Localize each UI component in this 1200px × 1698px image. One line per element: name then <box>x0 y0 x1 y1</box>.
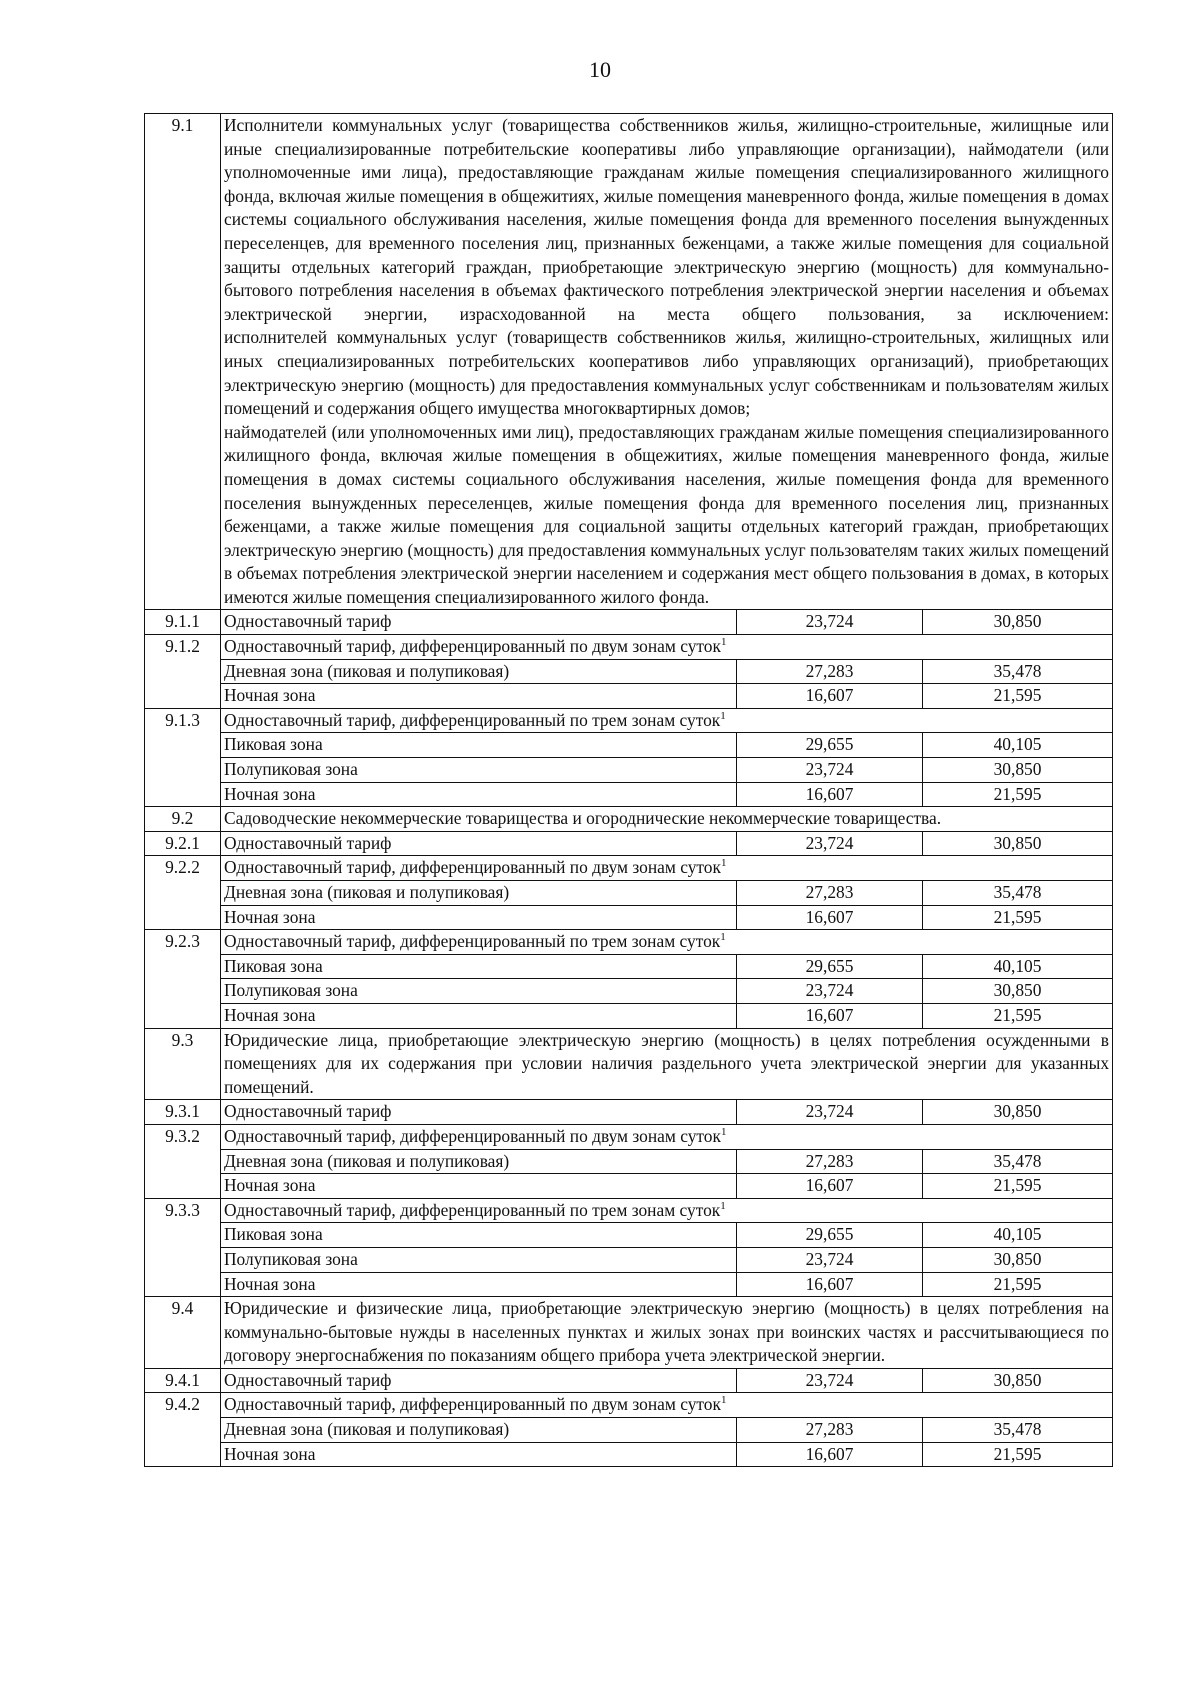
subheader-row <box>145 1198 1113 1223</box>
tariff-value-excl-vat: 16,607 <box>737 905 923 930</box>
tariff-value-excl-vat: 16,607 <box>737 1174 923 1199</box>
tariff-label: Одноставочный тариф <box>221 831 737 856</box>
row-code <box>145 1442 221 1467</box>
row-code: 9.1 <box>145 114 221 610</box>
section-paragraph: Исполнители коммунальных услуг (товарищества собственников жилья, жилищно-строительные, жилищные или иные специализированные потребительские кооперативы либо управляющие организации), наймодатели (или уполномоченные ими лица), предоставляющие гражданам жилые помещения специализированного жилищного фонда, включая жилые помещения в общежитиях, жилые помещения маневренного фонда, жилые помещения в домах системы социального обслуживания населения, жилые помещения фонда для временного поселения вынужденных переселенцев, для временного поселения лиц, признанных беженцами, а также жилые помещения для социальной защиты отдельных категорий граждан, приобретающие электрическую энергию (мощность) для коммунально-бытового потребления населения в объемах фактического потребления электрической энергии населения и объемах электрической энергии, израсходованной на места общего пользования, за исключением: <box>224 115 1110 324</box>
tariff-value-incl-vat: 30,850 <box>923 831 1113 856</box>
tariff-value-incl-vat: 21,595 <box>923 782 1113 807</box>
row-code <box>145 905 221 930</box>
tariff-value-incl-vat: 35,478 <box>923 881 1113 906</box>
section-paragraph: Юридические и физические лица, приобретающие электрическую энергию (мощность) в целях потребления на коммунально-бытовые нужды в населенных пунктах и жилых зонах при воинских частях и рассчитывающиеся по договору энергоснабжения по показаниям общего прибора учета электрической энергии. <box>224 1298 1110 1366</box>
subheader-label: Одноставочный тариф, дифференцированный по двум зонам суток <box>224 857 721 878</box>
tariff-value-incl-vat: 30,850 <box>923 1368 1113 1393</box>
section-description <box>221 807 1113 832</box>
row-code <box>145 1223 221 1248</box>
tariff-value-incl-vat: 30,850 <box>923 979 1113 1004</box>
section-paragraph: исполнителей коммунальных услуг (товариществ собственников жилья, жилищно-строительных, жилищных или иных специализированных потребительских кооперативов либо управляющих организаций), приобретающих электрическую энергию (мощность) для предоставления коммунальных услуг собственникам и пользователям жилых помещений и содержания общего имущества многоквартирных домов; <box>224 327 1110 419</box>
tariff-label: Пиковая зона <box>221 954 737 979</box>
tariff-row <box>145 979 1113 1004</box>
subheader-row <box>145 1124 1113 1149</box>
page-number: 10 <box>589 57 611 82</box>
tariff-label: Дневная зона (пиковая и полупиковая) <box>221 1149 737 1174</box>
row-code: 9.4.2 <box>145 1393 221 1418</box>
tariff-label: Пиковая зона <box>221 733 737 758</box>
tariff-value-excl-vat: 29,655 <box>737 1223 923 1248</box>
tariff-value-excl-vat: 16,607 <box>737 1272 923 1297</box>
tariff-value-excl-vat: 29,655 <box>737 954 923 979</box>
tariff-label: Одноставочный тариф <box>221 1368 737 1393</box>
tariff-value-excl-vat: 23,724 <box>737 610 923 635</box>
tariff-label: Дневная зона (пиковая и полупиковая) <box>221 1418 737 1443</box>
section-row <box>145 807 1113 832</box>
row-code <box>145 659 221 684</box>
row-code <box>145 684 221 709</box>
tariff-label: Ночная зона <box>221 1003 737 1028</box>
footnote-marker: 1 <box>720 857 727 870</box>
tariff-value-excl-vat: 23,724 <box>737 831 923 856</box>
tariff-value-incl-vat: 40,105 <box>923 733 1113 758</box>
section-row <box>145 1297 1113 1369</box>
row-code: 9.4.1 <box>145 1368 221 1393</box>
tariff-row <box>145 1100 1113 1125</box>
row-code <box>145 1149 221 1174</box>
section-row <box>145 114 1113 610</box>
tariff-value-excl-vat: 16,607 <box>737 1003 923 1028</box>
subheader-cell <box>221 930 1113 955</box>
tariff-value-incl-vat: 40,105 <box>923 954 1113 979</box>
tariff-row <box>145 1003 1113 1028</box>
tariff-value-incl-vat: 30,850 <box>923 1100 1113 1125</box>
footnote-marker: 1 <box>720 1126 727 1139</box>
row-code: 9.2 <box>145 807 221 832</box>
tariff-row <box>145 1442 1113 1467</box>
tariff-value-excl-vat: 27,283 <box>737 659 923 684</box>
tariff-value-incl-vat: 21,595 <box>923 905 1113 930</box>
subheader-cell <box>221 1393 1113 1418</box>
tariff-value-excl-vat: 16,607 <box>737 782 923 807</box>
tariff-label: Ночная зона <box>221 684 737 709</box>
tariff-row <box>145 610 1113 635</box>
subheader-row <box>145 930 1113 955</box>
subheader-cell <box>221 856 1113 881</box>
tariff-value-excl-vat: 23,724 <box>737 979 923 1004</box>
tariff-value-incl-vat: 21,595 <box>923 1174 1113 1199</box>
tariff-value-incl-vat: 30,850 <box>923 1247 1113 1272</box>
row-code: 9.3 <box>145 1028 221 1100</box>
tariff-row <box>145 831 1113 856</box>
tariff-value-excl-vat: 27,283 <box>737 881 923 906</box>
tariff-row <box>145 1272 1113 1297</box>
tariff-table-body <box>145 114 1113 1467</box>
tariff-value-incl-vat: 21,595 <box>923 1442 1113 1467</box>
tariff-value-excl-vat: 23,724 <box>737 758 923 783</box>
subheader-cell <box>221 1124 1113 1149</box>
tariff-label: Дневная зона (пиковая и полупиковая) <box>221 659 737 684</box>
tariff-row <box>145 1368 1113 1393</box>
tariff-value-incl-vat: 35,478 <box>923 1418 1113 1443</box>
row-code <box>145 733 221 758</box>
subheader-cell <box>221 1198 1113 1223</box>
section-description <box>221 1297 1113 1369</box>
tariff-value-excl-vat: 27,283 <box>737 1149 923 1174</box>
tariff-label: Ночная зона <box>221 1174 737 1199</box>
section-row <box>145 1028 1113 1100</box>
tariff-value-excl-vat: 23,724 <box>737 1100 923 1125</box>
row-code: 9.2.3 <box>145 930 221 955</box>
row-code <box>145 1247 221 1272</box>
tariff-value-incl-vat: 40,105 <box>923 1223 1113 1248</box>
subheader-cell <box>221 708 1113 733</box>
footnote-marker: 1 <box>720 1394 727 1407</box>
row-code: 9.3.1 <box>145 1100 221 1125</box>
subheader-row <box>145 708 1113 733</box>
tariff-value-excl-vat: 27,283 <box>737 1418 923 1443</box>
row-code: 9.2.2 <box>145 856 221 881</box>
tariff-row <box>145 954 1113 979</box>
footnote-marker: 1 <box>720 931 726 944</box>
row-code <box>145 1418 221 1443</box>
tariff-row <box>145 733 1113 758</box>
subheader-label: Одноставочный тариф, дифференцированный по двум зонам суток <box>224 636 721 657</box>
tariff-value-excl-vat: 23,724 <box>737 1247 923 1272</box>
subheader-label: Одноставочный тариф, дифференцированный по трем зонам суток <box>224 931 721 952</box>
row-code: 9.4 <box>145 1297 221 1369</box>
tariff-label: Ночная зона <box>221 1272 737 1297</box>
tariff-row <box>145 1223 1113 1248</box>
tariff-value-excl-vat: 23,724 <box>737 1368 923 1393</box>
tariff-value-incl-vat: 21,595 <box>923 1003 1113 1028</box>
row-code: 9.1.1 <box>145 610 221 635</box>
row-code: 9.3.2 <box>145 1124 221 1149</box>
tariff-row <box>145 1174 1113 1199</box>
tariff-row <box>145 659 1113 684</box>
section-paragraph: наймодателей (или уполномоченных ими лиц), предоставляющих гражданам жилые помещения специализированного жилищного фонда, включая жилые помещения в общежитиях, жилые помещения маневренного фонда, жилые помещения в домах системы социального обслуживания населения, жилые помещения фонда для временного поселения вынужденных переселенцев, жилые помещения фонда для временного поселения лиц, признанных беженцами, а также жилые помещения для социальной защиты отдельных категорий граждан, приобретающих электрическую энергию (мощность) для предоставления коммунальных услуг пользователям таких жилых помещений в объемах потребления электрической энергии населением и содержания мест общего пользования в домах, в которых имеются жилые помещения специализированного жилого фонда. <box>224 421 1110 607</box>
row-code: 9.2.1 <box>145 831 221 856</box>
subheader-row <box>145 635 1113 660</box>
tariff-label: Полупиковая зона <box>221 758 737 783</box>
tariff-value-excl-vat: 16,607 <box>737 684 923 709</box>
subheader-label: Одноставочный тариф, дифференцированный по трем зонам суток <box>224 709 721 730</box>
row-code <box>145 782 221 807</box>
row-code: 9.1.3 <box>145 708 221 733</box>
tariff-row <box>145 782 1113 807</box>
tariff-label: Дневная зона (пиковая и полупиковая) <box>221 881 737 906</box>
tariff-row <box>145 1149 1113 1174</box>
section-paragraph: Юридические лица, приобретающие электрическую энергию (мощность) в целях потребления осужденными в помещениях для их содержания при условии наличия раздельного учета электрической энергии для указанных помещений. <box>224 1029 1110 1097</box>
row-code <box>145 1174 221 1199</box>
tariff-row <box>145 758 1113 783</box>
section-description <box>221 1028 1113 1100</box>
subheader-row <box>145 856 1113 881</box>
footnote-marker: 1 <box>720 710 726 723</box>
row-code <box>145 1272 221 1297</box>
tariff-label: Одноставочный тариф <box>221 1100 737 1125</box>
tariff-row <box>145 1418 1113 1443</box>
tariff-table <box>144 113 1113 1467</box>
tariff-label: Одноставочный тариф <box>221 610 737 635</box>
tariff-value-incl-vat: 30,850 <box>923 758 1113 783</box>
row-code <box>145 758 221 783</box>
row-code <box>145 954 221 979</box>
footnote-marker: 1 <box>720 636 727 649</box>
subheader-cell <box>221 635 1113 660</box>
section-description <box>221 114 1113 610</box>
tariff-value-incl-vat: 35,478 <box>923 1149 1113 1174</box>
tariff-label: Ночная зона <box>221 905 737 930</box>
section-paragraph: Садоводческие некоммерческие товарищества и огороднические некоммерческие товарищества. <box>224 808 942 829</box>
subheader-label: Одноставочный тариф, дифференцированный по двум зонам суток <box>224 1394 721 1415</box>
subheader-label: Одноставочный тариф, дифференцированный по трем зонам суток <box>224 1199 721 1220</box>
tariff-value-excl-vat: 29,655 <box>737 733 923 758</box>
row-code: 9.3.3 <box>145 1198 221 1223</box>
tariff-value-excl-vat: 16,607 <box>737 1442 923 1467</box>
row-code <box>145 979 221 1004</box>
tariff-row <box>145 905 1113 930</box>
subheader-row <box>145 1393 1113 1418</box>
row-code <box>145 881 221 906</box>
tariff-row <box>145 881 1113 906</box>
tariff-label: Ночная зона <box>221 1442 737 1467</box>
subheader-label: Одноставочный тариф, дифференцированный по двум зонам суток <box>224 1125 721 1146</box>
tariff-label: Ночная зона <box>221 782 737 807</box>
tariff-value-incl-vat: 30,850 <box>923 610 1113 635</box>
tariff-label: Пиковая зона <box>221 1223 737 1248</box>
tariff-value-incl-vat: 21,595 <box>923 684 1113 709</box>
tariff-row <box>145 684 1113 709</box>
row-code <box>145 1003 221 1028</box>
tariff-value-incl-vat: 21,595 <box>923 1272 1113 1297</box>
tariff-label: Полупиковая зона <box>221 1247 737 1272</box>
tariff-value-incl-vat: 35,478 <box>923 659 1113 684</box>
tariff-label: Полупиковая зона <box>221 979 737 1004</box>
footnote-marker: 1 <box>720 1199 726 1212</box>
tariff-row <box>145 1247 1113 1272</box>
row-code: 9.1.2 <box>145 635 221 660</box>
